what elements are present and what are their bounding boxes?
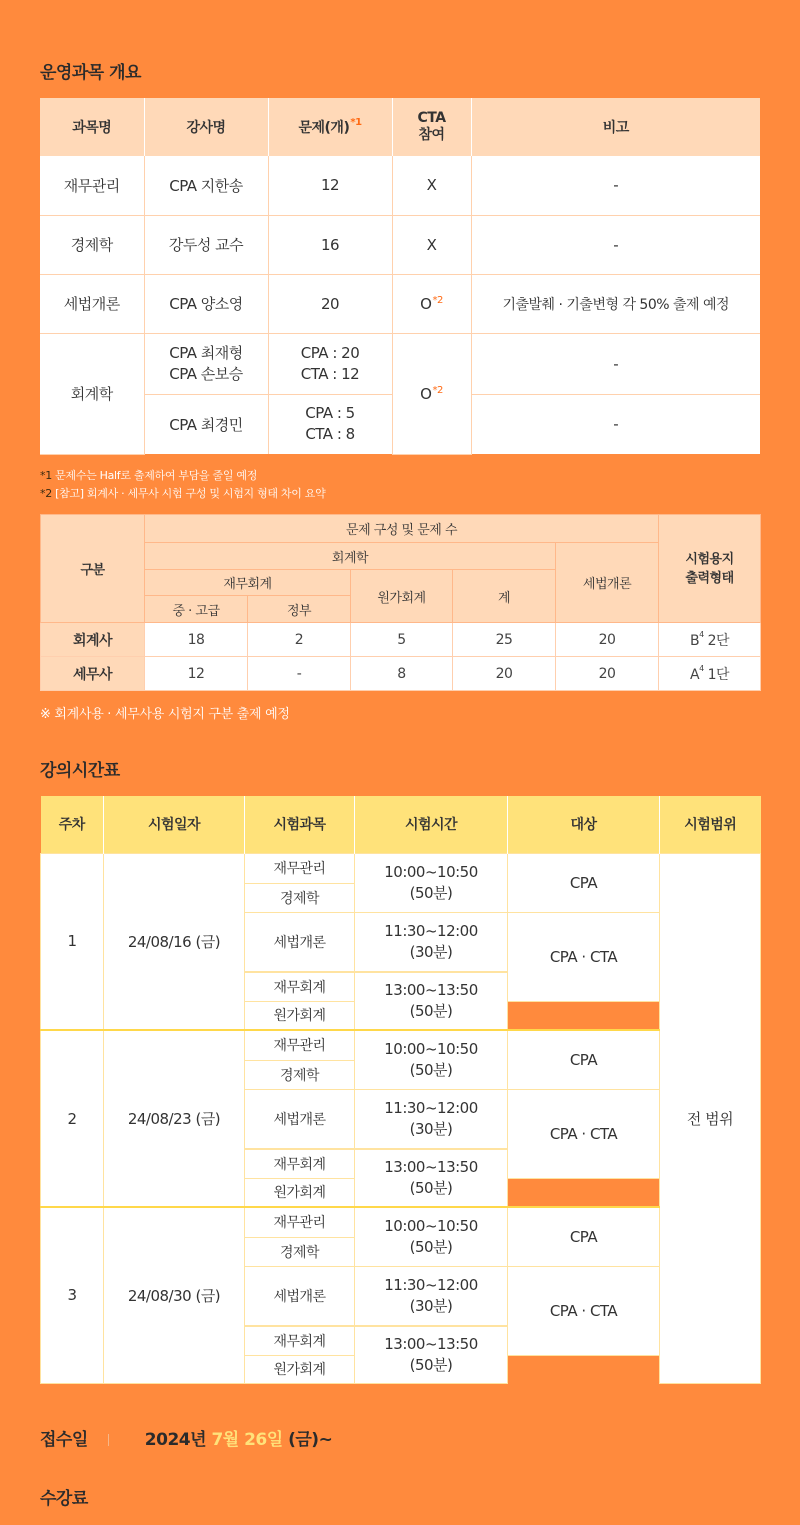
comparison-table: [40, 514, 761, 691]
value-cell: 20: [453, 657, 556, 691]
note-cell: -: [471, 394, 760, 454]
col-header-target: 대상: [508, 796, 660, 853]
subject-cell: 세법개론: [40, 274, 144, 333]
table-row: [40, 333, 760, 394]
col-header-lecturer: 강사명: [144, 98, 268, 156]
cta-cell: $O^{*2}$: [392, 274, 471, 333]
lecturer-cell: CPA 최재형 CPA 손보승: [144, 333, 268, 394]
subject-cell: 경제학: [245, 1237, 355, 1266]
subject-cell: 재무관리: [245, 1207, 355, 1237]
col-header-cost: 원가회계: [351, 570, 453, 623]
table-header-row: [40, 98, 760, 156]
time-cell: 10:00~10:50 (50분): [355, 1030, 508, 1089]
footnote-2: *2 [참고] 회계사 · 세무사 시험 구성 및 시험지 형태 차이 요약: [40, 487, 326, 500]
count-cell: 20: [268, 274, 392, 333]
subject-cell: 경제학: [245, 1060, 355, 1089]
note-cell: 기출발췌 · 기출변형 각 50% 출제 예정: [471, 274, 760, 333]
table-header-row: [41, 796, 761, 853]
count-cell: 16: [268, 215, 392, 274]
lecturer-cell: 강두성 교수: [144, 215, 268, 274]
table-row: [40, 156, 760, 215]
value-cell: 2: [248, 623, 351, 657]
cta-cell: $O^{*2}$: [392, 333, 471, 454]
subject-cell: 재무회계: [245, 1326, 355, 1355]
col-header-date: 시험일자: [104, 796, 245, 853]
count-cell: CPA : 5 CTA : 8: [268, 394, 392, 454]
subject-cell: 재무회계: [245, 972, 355, 1001]
target-cell: CPA · CTA: [508, 1089, 660, 1178]
value-cell: 25: [453, 623, 556, 657]
table-row: [40, 274, 760, 333]
col-header-composition: 문제 구성 및 문제 수: [145, 515, 659, 543]
overview-table: [40, 98, 760, 455]
divider: [108, 1434, 109, 1446]
table-row: [41, 1030, 761, 1060]
cta-cell: X: [392, 156, 471, 215]
target-cell: CPA: [508, 1207, 660, 1266]
date-cell: 24/08/23 (금): [104, 1030, 245, 1207]
cta-cell: X: [392, 215, 471, 274]
subject-cell: 재무회계: [245, 1149, 355, 1178]
col-header-sum: 계: [453, 570, 556, 623]
comparison-note: ※ 회계사용 · 세무사용 시험지 구분 출제 예정: [40, 707, 290, 722]
week-cell: 3: [41, 1207, 104, 1383]
note-cell: -: [471, 156, 760, 215]
date-cell: 24/08/30 (금): [104, 1207, 245, 1383]
target-cell: CPA: [508, 1030, 660, 1089]
registration-year: 2024년: [144, 1430, 212, 1450]
lecturer-cell: CPA 지한송: [144, 156, 268, 215]
lecturer-cell: CPA 양소영: [144, 274, 268, 333]
col-header-subject: 시험과목: [245, 796, 355, 853]
subject-cell: 재무관리: [245, 853, 355, 883]
table-row: [41, 623, 761, 657]
schedule-table: [40, 796, 761, 1384]
subject-cell: 원가회계: [245, 1178, 355, 1207]
col-header-paper: 시험용지 출력형태: [659, 515, 761, 623]
value-cell: 20: [556, 623, 659, 657]
count-cell: 12: [268, 156, 392, 215]
col-header-intermediate: 중 · 고급: [145, 596, 248, 623]
value-cell: 12: [145, 657, 248, 691]
table-row: [41, 853, 761, 883]
range-cell: 전 범위: [660, 853, 761, 1383]
subject-cell: 원가회계: [245, 1355, 355, 1383]
value-cell: 18: [145, 623, 248, 657]
subject-cell: 경제학: [245, 883, 355, 912]
subject-cell: 세법개론: [245, 1089, 355, 1148]
time-cell: 11:30~12:00 (30분): [355, 912, 508, 971]
registration-label: 접수일: [40, 1430, 88, 1450]
footnote-1: *1 문제수는 Half로 출제하여 부담을 줄일 예정: [40, 469, 258, 482]
col-header-government: 정부: [248, 596, 351, 623]
target-cell: CPA · CTA: [508, 912, 660, 1001]
time-cell: 11:30~12:00 (30분): [355, 1266, 508, 1325]
registration-tail: (금)~: [282, 1430, 333, 1450]
col-header-count: 문제(개)$^{*1}$: [268, 98, 392, 156]
note-cell: -: [471, 333, 760, 394]
col-header-note: 비고: [471, 98, 760, 156]
row-header: 회계사: [41, 623, 145, 657]
week-cell: 2: [41, 1030, 104, 1207]
date-cell: 24/08/16 (금): [104, 853, 245, 1030]
overview-title: 운영과목 개요: [40, 63, 141, 83]
value-cell: 8: [351, 657, 453, 691]
col-header-week: 주차: [41, 796, 104, 853]
subject-cell: 세법개론: [245, 912, 355, 971]
value-cell: 5: [351, 623, 453, 657]
schedule-title: 강의시간표: [40, 761, 120, 781]
time-cell: 13:00~13:50 (50분): [355, 972, 508, 1030]
col-header-range: 시험범위: [660, 796, 761, 853]
time-cell: 10:00~10:50 (50분): [355, 853, 508, 912]
table-row: [40, 215, 760, 274]
time-cell: 13:00~13:50 (50분): [355, 1149, 508, 1207]
paper-cell: $A^4$ 1단: [659, 657, 761, 691]
col-header-financial: 재무회계: [145, 570, 351, 596]
fee-title: 수강료: [40, 1489, 88, 1509]
value-cell: 20: [556, 657, 659, 691]
subject-cell: 원가회계: [245, 1001, 355, 1030]
subject-cell: 세법개론: [245, 1266, 355, 1325]
row-header: 세무사: [41, 657, 145, 691]
col-header-accounting: 회계학: [145, 543, 556, 570]
lecturer-cell: CPA 최경민: [144, 394, 268, 454]
time-cell: 10:00~10:50 (50분): [355, 1207, 508, 1266]
table-row: [41, 657, 761, 691]
col-header-tax: 세법개론: [556, 543, 659, 623]
col-header-time: 시험시간: [355, 796, 508, 853]
registration-date: 7월 26일: [211, 1430, 283, 1450]
col-header-subject: 과목명: [40, 98, 144, 156]
week-cell: 1: [41, 853, 104, 1030]
value-cell: -: [248, 657, 351, 691]
paper-cell: $B^4$ 2단: [659, 623, 761, 657]
subject-cell: 회계학: [40, 333, 144, 454]
note-cell: -: [471, 215, 760, 274]
time-cell: 11:30~12:00 (30분): [355, 1089, 508, 1148]
subject-cell: 경제학: [40, 215, 144, 274]
col-header-cta: CTA 참여: [392, 98, 471, 156]
subject-cell: 재무관리: [245, 1030, 355, 1060]
table-row: [41, 1207, 761, 1237]
count-cell: CPA : 20 CTA : 12: [268, 333, 392, 394]
subject-cell: 재무관리: [40, 156, 144, 215]
target-cell: CPA: [508, 853, 660, 912]
target-cell: CPA · CTA: [508, 1266, 660, 1355]
registration-line: [40, 1425, 332, 1450]
col-header-division: 구분: [41, 515, 145, 623]
time-cell: 13:00~13:50 (50분): [355, 1326, 508, 1383]
